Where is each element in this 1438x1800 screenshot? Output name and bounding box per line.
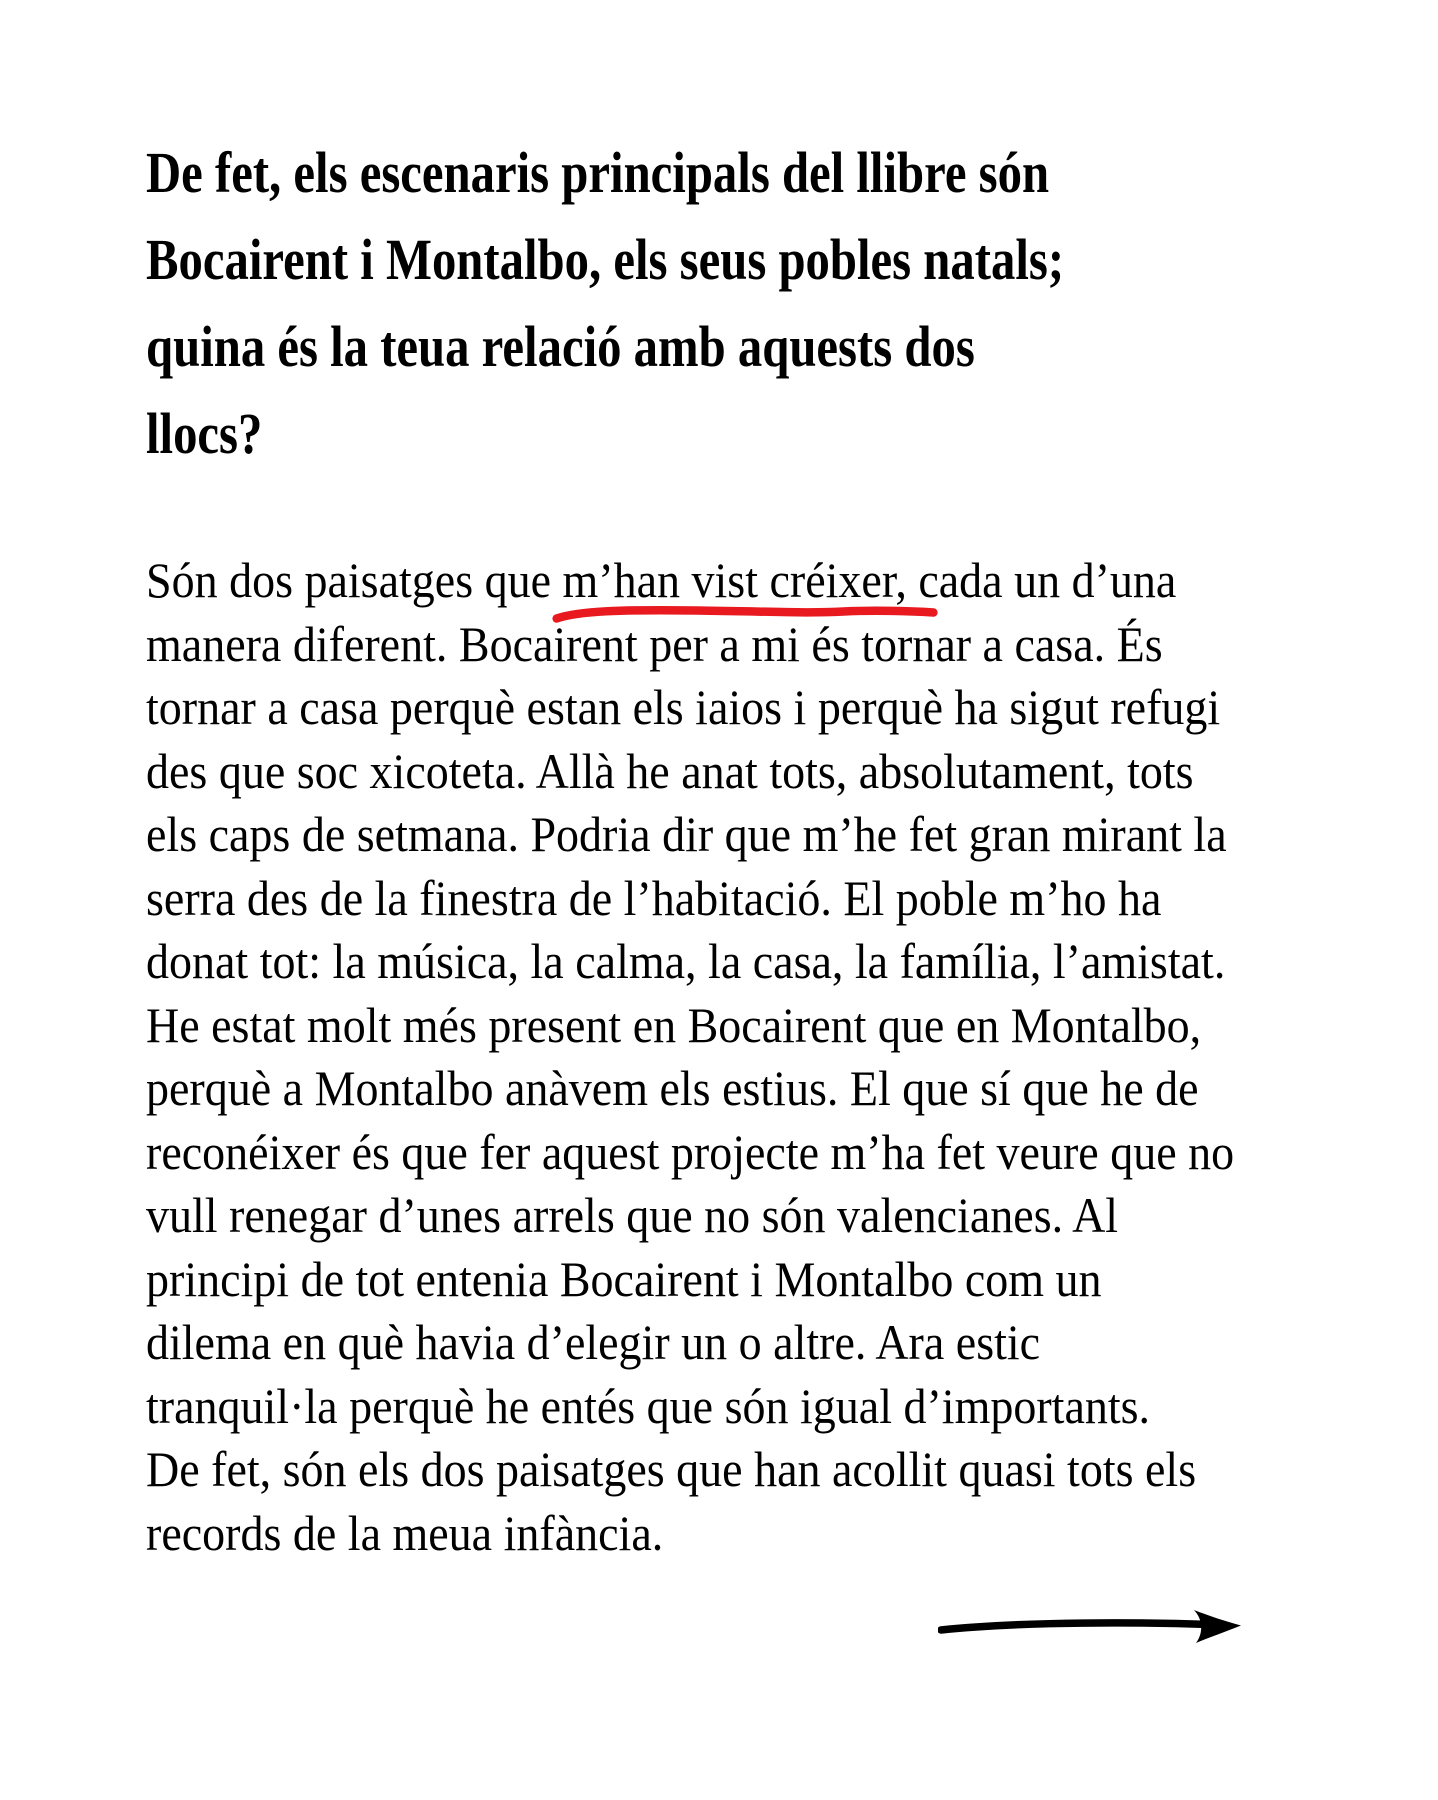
body-line: vull renegar d’unes arrels que no són valencianes. Al (146, 1187, 1119, 1243)
body-line: He estat molt més present en Bocairent que en Montalbo, (146, 996, 1202, 1053)
body-line: manera diferent. Bocairent per a mi és tornar a casa. És (146, 615, 1163, 672)
heading-line: quina és la teua relació amb aquests dos (146, 314, 975, 379)
hand-drawn-arrow-icon (938, 1603, 1256, 1649)
body-text-segment: cada un d’una (906, 552, 1177, 608)
body-line: perquè a Montalbo anàvem els estius. El que sí que he de (146, 1060, 1199, 1116)
underlined-phrase-text: m’han vist créixer, (562, 552, 907, 608)
body-text-segment: Són dos paisatges que (146, 552, 563, 608)
body-line: tornar a casa perquè estan els iaios i perquè ha sigut refugi (146, 679, 1221, 735)
heading-line: Bocairent i Montalbo, els seus pobles natals; (146, 227, 1065, 292)
answer-paragraph (146, 549, 1234, 1565)
body-line: serra des de la finestra de l’habitació. El poble m’ho ha (146, 869, 1162, 926)
body-line: donat tot: la música, la calma, la casa, la família, l’amistat. (146, 933, 1226, 989)
interview-question-heading (146, 129, 1064, 477)
heading-line: De fet, els escenaris principals del llibre són (146, 140, 1050, 205)
body-line: principi de tot entenia Bocairent i Montalbo com un (146, 1250, 1102, 1307)
body-line: reconéixer és que fer aquest projecte m’ha fet veure que no (146, 1123, 1235, 1180)
body-line: records de la meua infància. (146, 1504, 664, 1561)
arrow-shaft (941, 1623, 1210, 1630)
body-line: De fet, són els dos paisatges que han acollit quasi tots els (146, 1441, 1197, 1497)
body-line: tranquil·la perquè he entés que són igual d’importants. (146, 1377, 1151, 1434)
body-line (146, 549, 1234, 613)
body-line: els caps de setmana. Podria dir que m’he fet gran mirant la (146, 806, 1227, 862)
body-line: dilema en què havia d’elegir un o altre. Ara estic (146, 1314, 1041, 1370)
heading-line: llocs? (146, 401, 263, 466)
underlined-phrase (563, 549, 907, 613)
body-line: des que soc xicoteta. Allà he anat tots, absolutament, tots (146, 742, 1194, 799)
